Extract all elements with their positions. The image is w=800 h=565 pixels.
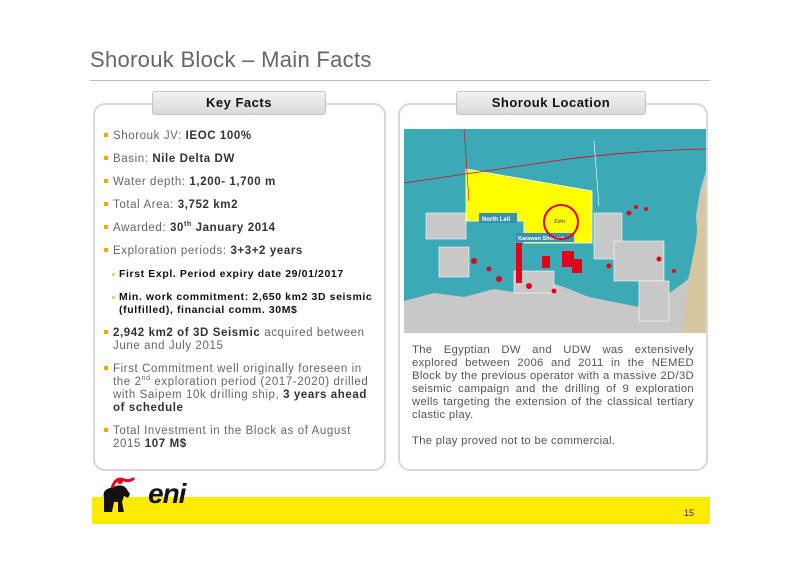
sub-fact-commitment: Min. work commitment: 2,650 km2 3D seismic (fulfilled), financial comm. 30M$ [103,291,381,317]
fact-total-area: Total Area: 3,752 km2 [103,199,381,212]
bullet-icon [104,428,108,432]
fact-investment: Total Investment in the Block as of August 2015 107 M$ [103,425,381,451]
sub-bullet-icon [112,273,115,276]
page-number: 15 [683,508,694,518]
red-field [672,269,676,273]
karawan-label: Karawan Shorouk [518,236,565,242]
bullet-icon [104,225,108,229]
fact-basin: Basin: Nile Delta DW [103,153,381,166]
sub-fact-expiry: First Expl. Period expiry date 29/01/2017 [103,268,381,281]
red-field [572,259,582,273]
red-field [487,267,492,272]
red-field [657,257,662,262]
location-description [412,344,694,461]
slide-title: Shorouk Block – Main Facts [90,47,372,72]
sub-bullet-icon [112,296,115,299]
grey-block [614,241,664,281]
description-paragraph: The play proved not to be commercial. [412,435,616,447]
location-map [404,121,706,333]
title-divider [90,80,710,81]
description-paragraph: The Egyptian DW and UDW was extensively explored between 2006 and 2011 in the NEMED Block by the previous operator with a massive 2D/3D seismic campaign and the drilling of 9 exploration wells targeting the extension of the classical tertiary clastic play. [412,344,694,421]
red-field [627,211,632,216]
red-field [607,264,612,269]
fact-awarded: Awarded: 30th January 2014 [103,222,381,235]
fact-first-well: First Commitment well originally foreseen in the 2nd exploration period (2017-2020) drilled with Saipem 10k drilling ship, 3 years ahead of schedule [103,363,381,415]
bullet-icon [104,133,108,137]
location-header: Shorouk Location [456,91,646,115]
red-field [496,276,502,282]
red-field [526,283,532,289]
red-field [516,243,522,283]
fact-seismic: 2,942 km2 of 3D Seismic acquired between June and July 2015 [103,327,381,353]
map-graphic [404,121,706,333]
grey-block [639,281,669,321]
red-field [644,207,648,211]
bullet-icon [104,248,108,252]
red-field [634,205,638,209]
zohr-label: Zohr [554,219,566,225]
bullet-icon [104,330,108,334]
grey-block [426,213,466,239]
red-field [471,258,477,264]
north-leil-label: North Leil [482,217,510,223]
bullet-icon [104,179,108,183]
red-field [552,289,557,294]
red-field [542,256,550,268]
bullet-icon [104,366,108,370]
fact-exploration-periods: Exploration periods: 3+3+2 years [103,245,381,258]
bullet-icon [104,202,108,206]
eni-wordmark: eni [148,478,186,509]
bullet-icon [104,156,108,160]
key-facts-list [103,130,381,461]
fact-water-depth: Water depth: 1,200- 1,700 m [103,176,381,189]
map-frame-top [404,121,706,129]
grey-block [439,247,469,277]
key-facts-header: Key Facts [152,91,326,115]
fact-jv: Shorouk JV: IEOC 100% [103,130,381,143]
